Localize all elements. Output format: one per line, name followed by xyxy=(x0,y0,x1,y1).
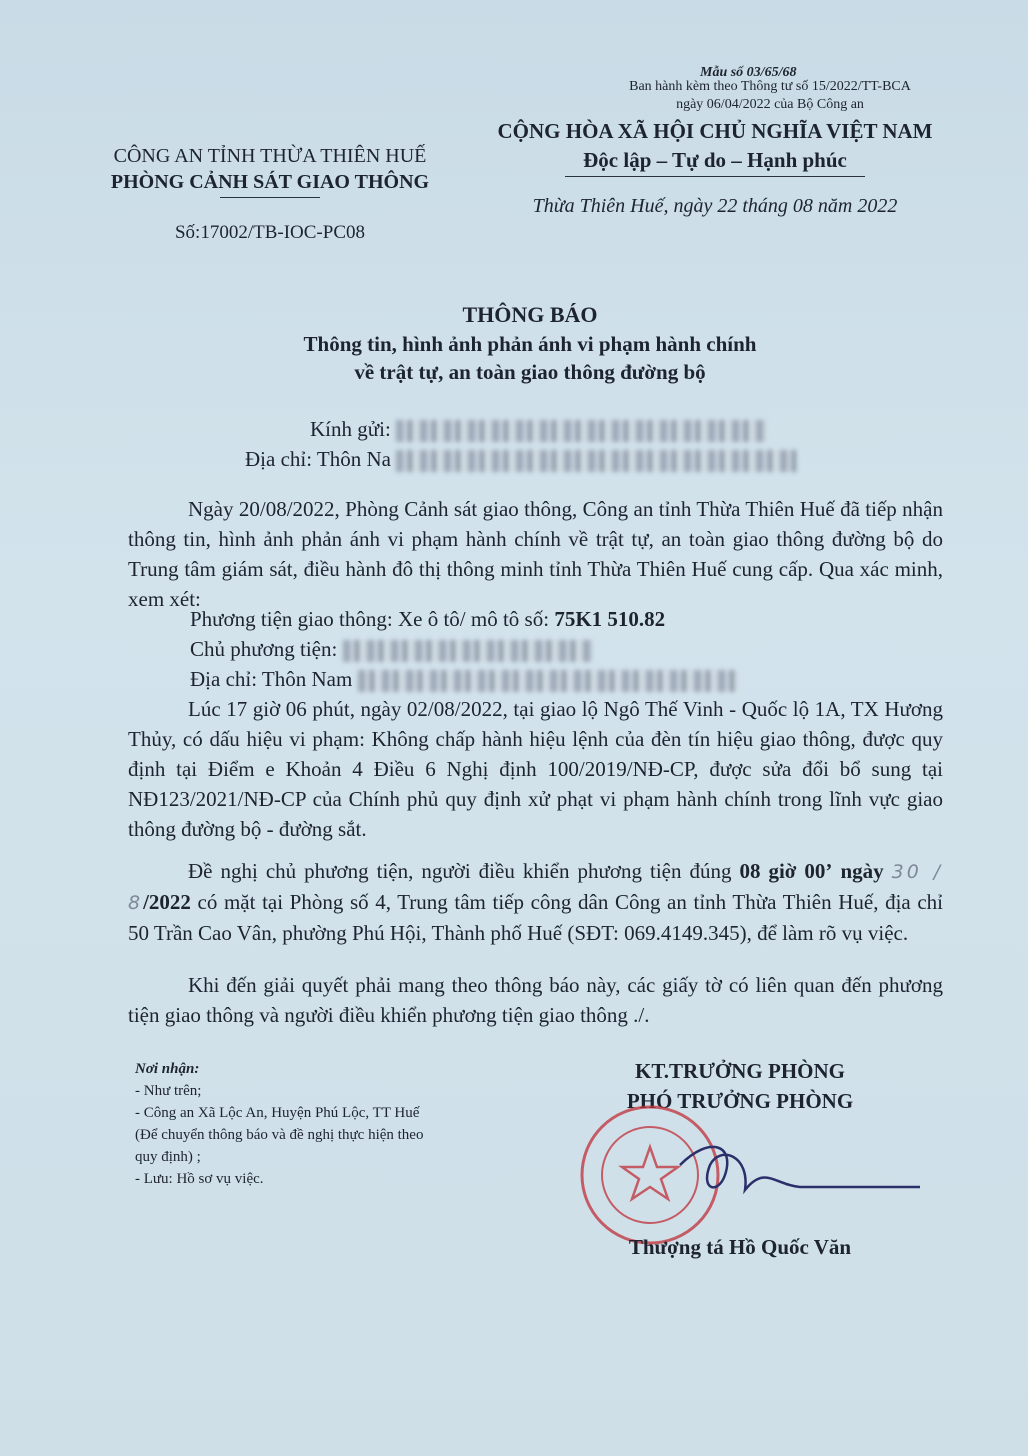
body-paragraph-4: Khi đến giải quyết phải mang theo thông báo này, các giấy tờ có liên quan đến phương tiện giao thông và người điều khiển phương tiện giao thông ./. xyxy=(128,973,943,1027)
address-label: Địa chỉ: Thôn Na xyxy=(245,447,391,471)
owner-address-label: Địa chỉ: Thôn Nam xyxy=(190,667,353,691)
signature-role-2: PHÓ TRƯỞNG PHÒNG xyxy=(626,1089,854,1113)
owner-label: Chủ phương tiện: xyxy=(190,637,338,661)
recipients-heading: Nơi nhận: xyxy=(135,1061,200,1077)
body-paragraph-3 xyxy=(128,856,943,948)
body-paragraph-1: Ngày 20/08/2022, Phòng Cảnh sát giao thông, Công an tỉnh Thừa Thiên Huế đã tiếp nhận thông tin, hình ảnh phản ánh vi phạm hành chính về trật tự, an toàn giao thông đường bộ do Trung tâm giám sát, điều hành đô thị thông minh tỉnh Thừa Thiên Huế cung cấp. Qua xác minh, xem xét: xyxy=(128,497,943,611)
official-stamp-and-signature xyxy=(560,1095,940,1245)
owner-address-line xyxy=(190,664,738,694)
recipients-item: quy định) ; xyxy=(135,1149,201,1165)
recipients-item: (Để chuyển thông báo và đề nghị thực hiện theo xyxy=(135,1127,424,1143)
form-issued-line2: ngày 06/04/2022 của Bộ Công an xyxy=(676,97,864,112)
motto-underline xyxy=(565,176,865,177)
notice-title: THÔNG BÁO xyxy=(462,302,598,327)
appointment-year: /2022 xyxy=(143,890,191,914)
owner-line xyxy=(190,634,593,664)
signature-role-1: KT.TRƯỞNG PHÒNG xyxy=(635,1059,845,1083)
recipients-item: - Như trên; xyxy=(135,1083,202,1099)
recipients-list xyxy=(135,1058,535,1190)
form-code: Mẫu số 03/65/68 xyxy=(700,65,797,80)
notice-title-block xyxy=(180,300,880,386)
agency-underline xyxy=(220,197,320,198)
red-seal xyxy=(582,1107,718,1243)
appointment-handwritten-date: 30 / 8 xyxy=(128,861,943,914)
form-issued-line1: Ban hành kèm theo Thông tư số 15/2022/TT-BCA xyxy=(629,79,911,94)
para3-intro: Đề nghị chủ phương tiện, người điều khiển phương tiện đúng xyxy=(188,859,740,883)
vehicle-label: Phương tiện giao thông: Xe ô tô/ mô tô số: xyxy=(190,607,555,631)
national-header xyxy=(470,116,960,218)
agency-name: PHÒNG CẢNH SÁT GIAO THÔNG xyxy=(110,171,430,193)
redacted-owner-address xyxy=(358,670,738,692)
signer-name: Thượng tá Hồ Quốc Văn xyxy=(628,1235,852,1259)
recipients-item: - Lưu: Hồ sơ vụ việc. xyxy=(135,1171,264,1187)
appointment-time: 08 giờ 00’ xyxy=(739,859,833,883)
nation-motto: Độc lập – Tự do – Hạnh phúc xyxy=(583,148,847,172)
recipient-greeting xyxy=(310,414,766,444)
body-paragraph-2: Lúc 17 giờ 06 phút, ngày 02/08/2022, tại giao lộ Ngô Thế Vinh - Quốc lộ 1A, TX Hương Thủy, có dấu hiệu vi phạm: Không chấp hành hiệu lệnh của đèn tín hiệu giao thông, được quy định tại Điểm e Khoản 4 Điều 6 Nghị định 100/2019/NĐ-CP, được sửa đổi bổ sung tại NĐ123/2021/NĐ-CP của Chính phủ quy định xử phạt vi phạm hành chính trong lĩnh vực giao thông đường bộ - đường sắt. xyxy=(128,697,943,841)
agency-header xyxy=(80,143,460,244)
para3-rest: có mặt tại Phòng số 4, Trung tâm tiếp công dân Công an tỉnh Thừa Thiên Huế, địa chỉ 50 Trần Cao Vân, phường Phú Hội, Thành phố Huế (SĐT: 069.4149.345), để làm rõ vụ việc. xyxy=(128,890,943,945)
form-issued-note xyxy=(585,78,955,114)
nation-title: CỘNG HÒA XÃ HỘI CHỦ NGHĨA VIỆT NAM xyxy=(497,119,933,143)
recipient-address xyxy=(245,444,796,474)
redacted-owner-name xyxy=(343,640,593,662)
recipients-item: - Công an Xã Lộc An, Huyện Phú Lộc, TT Huế xyxy=(135,1105,420,1121)
appointment-day-label: ngày xyxy=(840,859,884,883)
greeting-label: Kính gửi: xyxy=(310,417,391,441)
place-date: Thừa Thiên Huế, ngày 22 tháng 08 năm 2022 xyxy=(532,195,898,217)
license-plate: 75K1 510.82 xyxy=(554,607,666,631)
agency-parent: CÔNG AN TỈNH THỪA THIÊN HUẾ xyxy=(113,145,427,167)
document-number: Số:17002/TB-IOC-PC08 xyxy=(174,222,366,243)
notice-subtitle-1: Thông tin, hình ảnh phản ánh vi phạm hành chính xyxy=(303,332,757,356)
redacted-recipient-address xyxy=(396,450,796,472)
vehicle-line xyxy=(190,604,665,634)
redacted-recipient-name xyxy=(396,420,766,442)
notice-subtitle-2: về trật tự, an toàn giao thông đường bộ xyxy=(354,360,706,384)
